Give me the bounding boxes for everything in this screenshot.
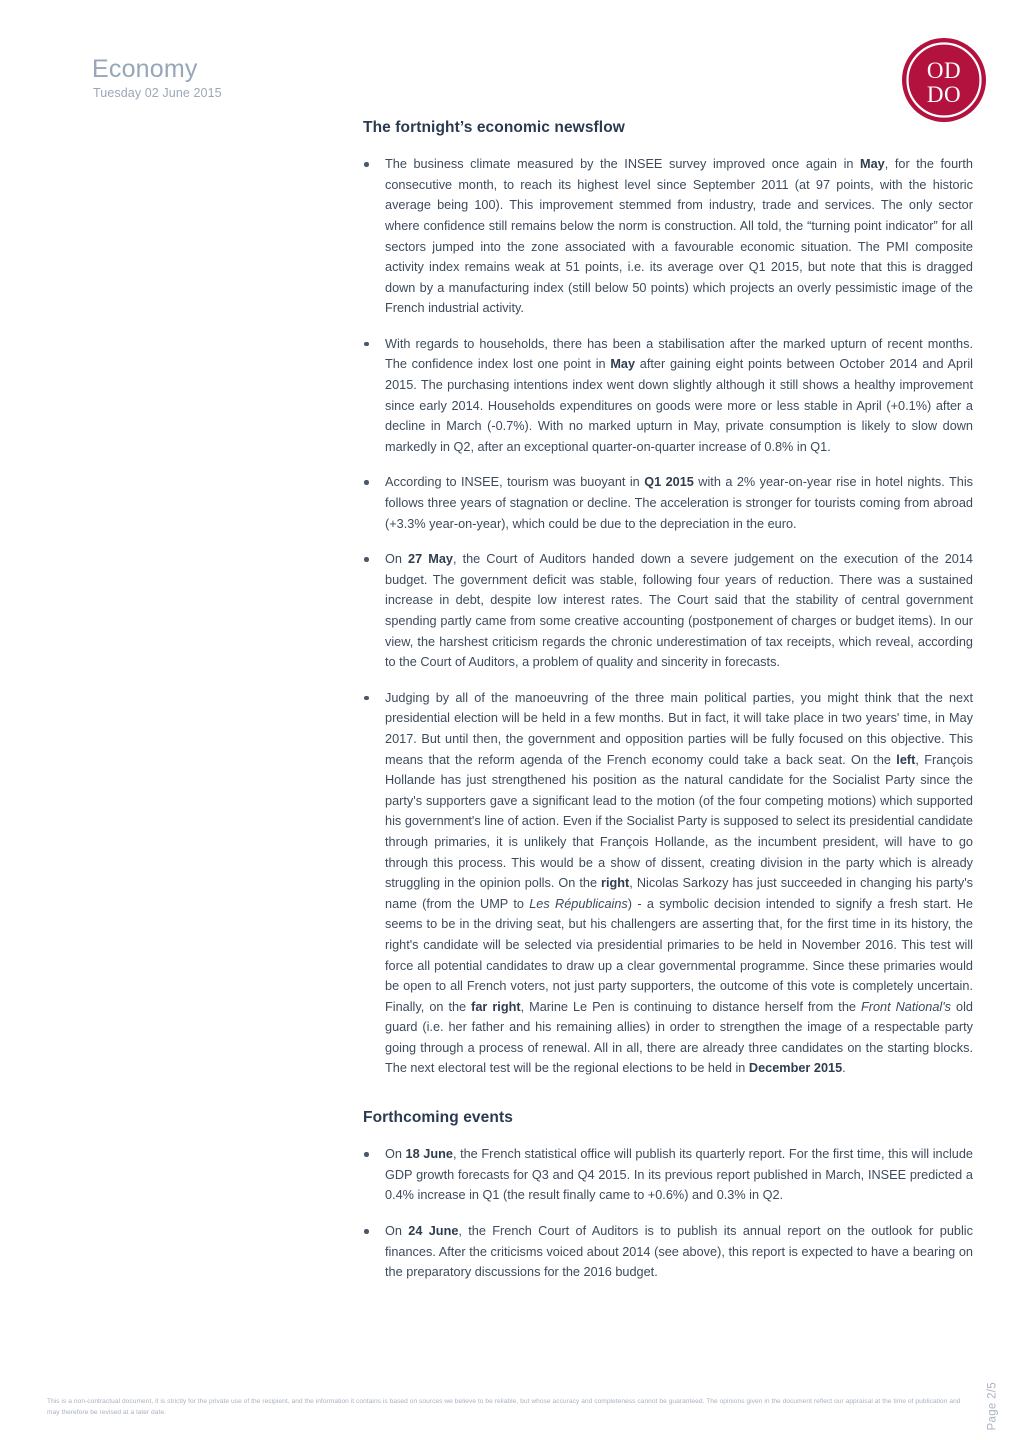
bullet-text: The business climate measured by the INSEE survey improved once again in May, for the fourth consecutive month, to reach its highest level since September 2011 (at 97 points, with the historic average being 100). This improvement stemmed from industry, trade and services. The only sector where confidence still remains below the norm is construction. All told, the “turning point indicator” for all sectors jumped into the zone associated with a favourable economic situation. The PMI composite activity index remains weak at 51 points, i.e. its average over Q1 2015, but note that this is dragged down by a manufacturing index (still below 50 points) which projects an overly pessimistic image of the French industrial activity.: [385, 157, 973, 316]
list-item: [363, 688, 973, 1079]
header-titles: [92, 55, 222, 100]
bullet-text: On 18 June, the French statistical office will publish its quarterly report. For the first time, this will include GDP growth forecasts for Q3 and Q4 2015. In its previous report published in March, INSEE predicted a 0.4% increase in Q1 (the result finally came to +0.6%) and 0.3% in Q2.: [385, 1147, 973, 1203]
list-item: [363, 1144, 973, 1206]
page-number: Page 2/5: [986, 1382, 998, 1431]
bullet-text: On 27 May, the Court of Auditors handed down a severe judgement on the execution of the 2014 budget. The government deficit was stable, following four years of reduction. There was a sustained increase in debt, despite low interest rates. The Court said that the stability of central government spending partly came from some creative accounting (postponement of charges or budget items). In our view, the harshest criticism regards the chronic underestimation of tax receipts, which reveal, according to the Court of Auditors, a problem of quality and sincerity in forecasts.: [385, 552, 973, 670]
document-body: [363, 118, 973, 1283]
list-item: [363, 334, 973, 458]
list-item: [363, 1221, 973, 1283]
forthcoming-events-bullet-list: [363, 1144, 973, 1283]
list-item: [363, 472, 973, 534]
page-title: Economy: [92, 55, 198, 83]
bullet-text: With regards to households, there has been a stabilisation after the marked upturn of recent months. The confidence index lost one point in May after gaining eight points between October 2014 and April 2015. The purchasing intentions index went down slightly although it still shows a healthy improvement since early 2014. Households expenditures on goods were more or less stable in April (+0.1%) after a decline in March (-0.7%). With no marked upturn in May, private consumption is likely to slow down markedly in Q2, after an exceptional quarter-on-quarter increase of 0.8% in Q1.: [385, 336, 973, 454]
list-item: [363, 154, 973, 319]
logo-text-bottom: DO: [926, 82, 962, 107]
document-header: [0, 0, 1018, 120]
logo-text-top: OD: [926, 58, 962, 83]
document-footer: [47, 1397, 972, 1418]
bullet-text: On 24 June, the French Court of Auditors is to publish its annual report on the outlook for public finances. After the criticisms voiced about 2014 (see above), this report is expected to have a bearing on the preparatory discussions for the 2016 budget.: [385, 1224, 973, 1280]
oddo-logo-icon: [898, 34, 990, 126]
newsflow-bullet-list: [363, 154, 973, 1079]
section-heading-newsflow: The fortnight’s economic newsflow: [363, 119, 625, 136]
section-heading-forthcoming-events: Forthcoming events: [363, 1109, 513, 1127]
list-item: [363, 549, 973, 673]
disclaimer-text: This is a non-contractual document, it is strictly for the private use of the recipient, and the information it contains is based on sources we believe to be reliable, but whose accuracy and completeness cannot be guaranteed. The opinions given in the document reflect our appraisal at the time of publication and may therefore be revised at a later date.: [47, 1398, 961, 1416]
oddo-logo: [898, 34, 990, 126]
bullet-text: According to INSEE, tourism was buoyant in Q1 2015 with a 2% year-on-year rise in hotel nights. This follows three years of stagnation or decline. The acceleration is stronger for tourists coming from abroad (+3.3% year-on-year), which could be due to the depreciation in the euro.: [385, 475, 973, 531]
bullet-text: Judging by all of the manoeuvring of the three main political parties, you might think that the next presidential election will be held in a few months. But in fact, it will take place in two years' time, in May 2017. But until then, the government and opposition parties will be fully focused on this objective. This means that the reform agenda of the French economy could take a back seat. On the left, François Hollande has just strengthened his position as the natural candidate for the Socialist Party since the party's supporters gave a significant lead to the motion (of the four competing motions) which supported his government's line of action. Even if the Socialist Party is supposed to select its presidential candidate through primaries, it is unlikely that François Hollande, as the incumbent president, will have to go through this process. This would be a show of dissent, creating division in the party which is already struggling in the opinion polls. On the right, Nicolas Sarkozy has just succeeded in changing his party's name (from the UMP to Les Républicains) - a symbolic decision intended to signify a fresh start. He seems to be in the driving seat, but his challengers are asserting that, for the first time in its history, the right's candidate will be selected via presidential primaries to be held in November 2016. This test will force all potential candidates to draw up a clear governmental programme. Since these primaries would be open to all French voters, not just party supporters, the outcome of this vote is completely uncertain. Finally, on the far right, Marine Le Pen is continuing to distance herself from the Front National's old guard (i.e. her father and his remaining allies) in order to strengthen the image of a respectable party going through a process of renewal. All in all, there are already three candidates on the starting blocks. The next electoral test will be the regional elections to be held in December 2015.: [385, 690, 974, 1076]
publication-date: Tuesday 02 June 2015: [93, 86, 222, 100]
